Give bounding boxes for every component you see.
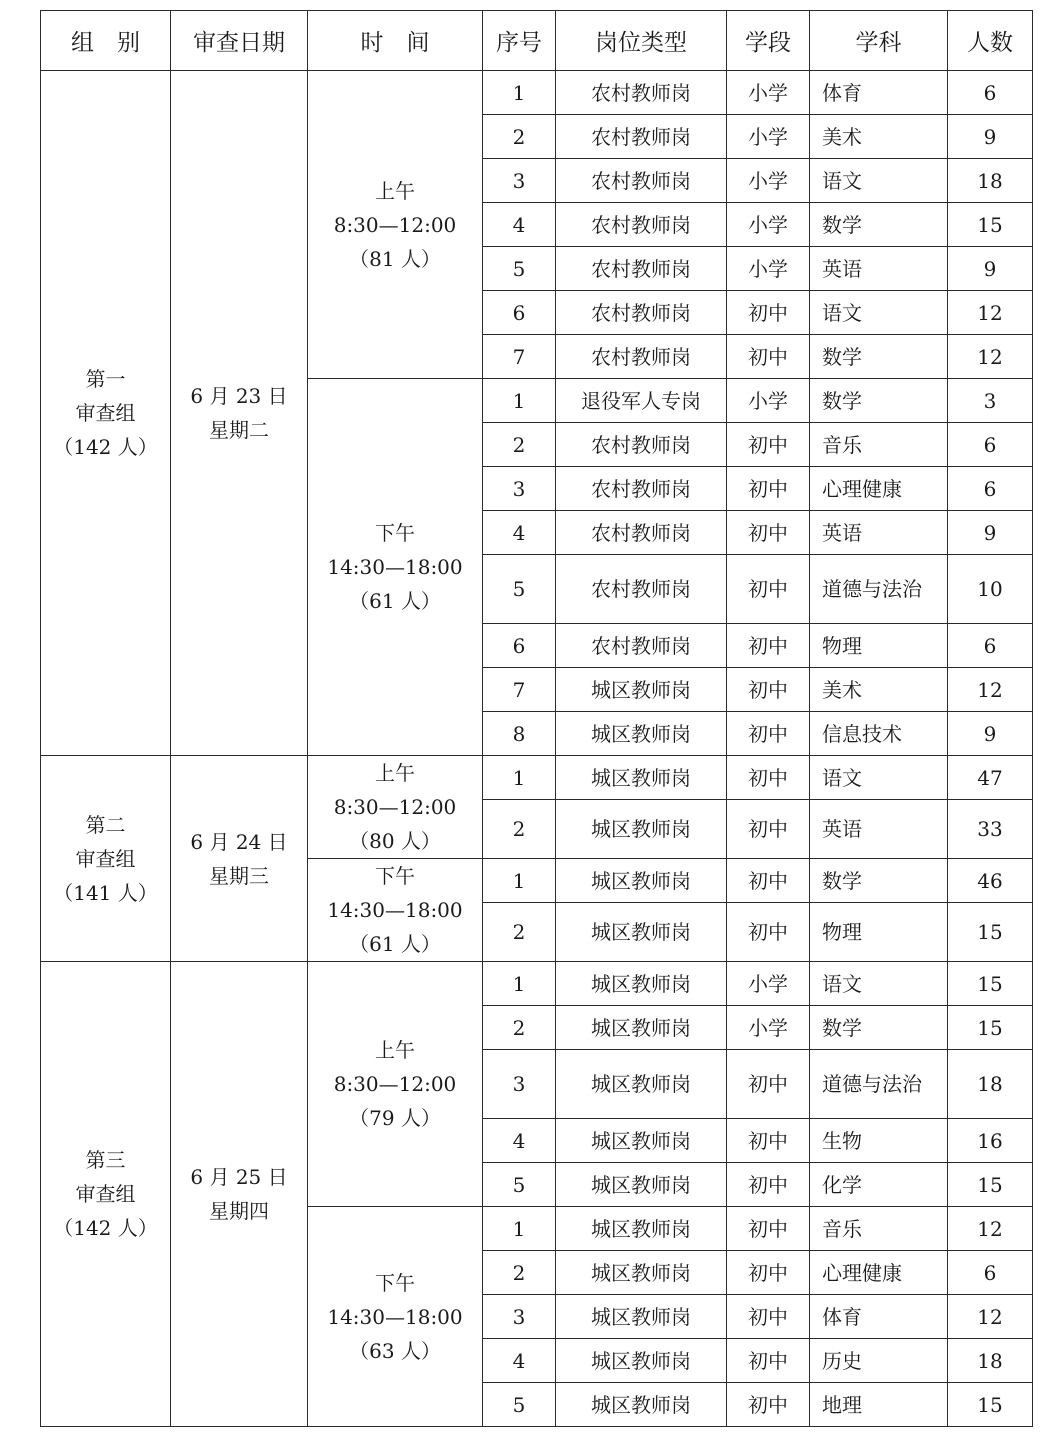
group-name-line: （142 人） xyxy=(53,435,158,459)
post-type-cell: 农村教师岗 xyxy=(556,247,727,291)
level-cell: 小学 xyxy=(727,203,810,247)
table-row xyxy=(41,756,1033,800)
session-time-line: 8:30—12:00 xyxy=(333,795,457,819)
session-time-line: 14:30—18:00 xyxy=(327,1304,463,1329)
level-cell: 小学 xyxy=(727,379,810,423)
subject-cell: 语文 xyxy=(810,756,948,800)
post-type-cell: 城区教师岗 xyxy=(556,1163,727,1207)
group-name xyxy=(41,756,171,962)
count-cell: 18 xyxy=(948,159,1033,203)
seq-cell: 2 xyxy=(483,423,556,467)
session-time xyxy=(308,379,483,756)
seq-cell: 1 xyxy=(483,379,556,423)
count-cell: 9 xyxy=(948,115,1033,159)
session-time xyxy=(308,859,483,962)
post-type-cell: 城区教师岗 xyxy=(556,756,727,800)
level-cell: 初中 xyxy=(727,1383,810,1427)
count-cell: 15 xyxy=(948,962,1033,1006)
session-time-line: 下午 xyxy=(375,864,415,888)
group-name-line: 第二 xyxy=(85,812,126,837)
seq-cell: 3 xyxy=(483,1050,556,1119)
level-cell: 初中 xyxy=(727,1050,810,1119)
session-time-line: 8:30—12:00 xyxy=(333,1072,457,1096)
subject-cell: 心理健康 xyxy=(810,1251,948,1295)
session-time-line: （81 人） xyxy=(349,246,441,271)
post-type-cell: 农村教师岗 xyxy=(556,511,727,555)
session-time xyxy=(308,1207,483,1427)
count-cell: 15 xyxy=(948,203,1033,247)
count-cell: 9 xyxy=(948,247,1033,291)
post-type-cell: 农村教师岗 xyxy=(556,624,727,668)
header-level: 学段 xyxy=(727,11,810,71)
count-cell: 6 xyxy=(948,71,1033,115)
table-row xyxy=(41,71,1033,115)
level-cell: 初中 xyxy=(727,903,810,962)
level-cell: 初中 xyxy=(727,712,810,756)
seq-cell: 1 xyxy=(483,756,556,800)
post-type-cell: 农村教师岗 xyxy=(556,203,727,247)
session-time-line: 14:30—18:00 xyxy=(327,555,463,579)
level-cell: 初中 xyxy=(727,859,810,903)
level-cell: 小学 xyxy=(727,1006,810,1050)
seq-cell: 1 xyxy=(483,859,556,903)
level-cell: 初中 xyxy=(727,1207,810,1251)
level-cell: 小学 xyxy=(727,159,810,203)
count-cell: 12 xyxy=(948,291,1033,335)
subject-cell: 物理 xyxy=(810,903,948,962)
review-date xyxy=(171,71,308,756)
subject-cell: 英语 xyxy=(810,511,948,555)
level-cell: 初中 xyxy=(727,423,810,467)
subject-cell: 历史 xyxy=(810,1339,948,1383)
subject-cell: 美术 xyxy=(810,668,948,712)
seq-cell: 7 xyxy=(483,335,556,379)
seq-cell: 1 xyxy=(483,71,556,115)
session-time-line: （61 人） xyxy=(349,589,441,613)
subject-cell: 数学 xyxy=(810,1006,948,1050)
count-cell: 9 xyxy=(948,712,1033,756)
level-cell: 初中 xyxy=(727,467,810,511)
post-type-cell: 农村教师岗 xyxy=(556,467,727,511)
review-schedule-table xyxy=(40,10,1033,1427)
seq-cell: 4 xyxy=(483,203,556,247)
post-type-cell: 农村教师岗 xyxy=(556,71,727,115)
subject-cell: 语文 xyxy=(810,159,948,203)
post-type-cell: 农村教师岗 xyxy=(556,159,727,203)
count-cell: 15 xyxy=(948,903,1033,962)
session-time-line: 下午 xyxy=(375,1270,415,1295)
subject-cell: 体育 xyxy=(810,1295,948,1339)
header-count: 人数 xyxy=(948,11,1033,71)
subject-cell: 信息技术 xyxy=(810,712,948,756)
subject-cell: 生物 xyxy=(810,1119,948,1163)
seq-cell: 3 xyxy=(483,467,556,511)
level-cell: 初中 xyxy=(727,555,810,624)
session-time xyxy=(308,71,483,379)
post-type-cell: 城区教师岗 xyxy=(556,1251,727,1295)
post-type-cell: 城区教师岗 xyxy=(556,1050,727,1119)
group-name-line: 第三 xyxy=(85,1148,126,1172)
seq-cell: 2 xyxy=(483,115,556,159)
header-row xyxy=(41,11,1033,71)
post-type-cell: 退役军人专岗 xyxy=(556,379,727,423)
count-cell: 6 xyxy=(948,624,1033,668)
count-cell: 6 xyxy=(948,1251,1033,1295)
seq-cell: 2 xyxy=(483,1251,556,1295)
subject-cell: 道德与法治 xyxy=(810,1050,948,1119)
subject-cell: 数学 xyxy=(810,859,948,903)
subject-cell: 英语 xyxy=(810,800,948,859)
post-type-cell: 城区教师岗 xyxy=(556,1119,727,1163)
level-cell: 小学 xyxy=(727,247,810,291)
count-cell: 15 xyxy=(948,1383,1033,1427)
count-cell: 46 xyxy=(948,859,1033,903)
session-time-line: （79 人） xyxy=(349,1106,441,1130)
post-type-cell: 城区教师岗 xyxy=(556,712,727,756)
subject-cell: 数学 xyxy=(810,203,948,247)
seq-cell: 6 xyxy=(483,624,556,668)
group-name-line: 审查组 xyxy=(75,401,136,425)
count-cell: 10 xyxy=(948,555,1033,624)
level-cell: 初中 xyxy=(727,1119,810,1163)
session-time-line: 上午 xyxy=(375,761,415,785)
count-cell: 6 xyxy=(948,423,1033,467)
review-date xyxy=(171,962,308,1427)
subject-cell: 语文 xyxy=(810,291,948,335)
seq-cell: 7 xyxy=(483,668,556,712)
session-time xyxy=(308,962,483,1207)
review-date-line: 6 月 25 日 xyxy=(190,1165,288,1189)
subject-cell: 英语 xyxy=(810,247,948,291)
seq-cell: 1 xyxy=(483,962,556,1006)
count-cell: 47 xyxy=(948,756,1033,800)
count-cell: 18 xyxy=(948,1050,1033,1119)
seq-cell: 4 xyxy=(483,1119,556,1163)
seq-cell: 1 xyxy=(483,1207,556,1251)
group-name-line: （141 人） xyxy=(53,880,158,905)
subject-cell: 数学 xyxy=(810,379,948,423)
session-time-line: 14:30—18:00 xyxy=(327,898,463,922)
level-cell: 初中 xyxy=(727,800,810,859)
review-date-line: 6 月 24 日 xyxy=(190,829,288,854)
seq-cell: 4 xyxy=(483,1339,556,1383)
seq-cell: 5 xyxy=(483,555,556,624)
post-type-cell: 城区教师岗 xyxy=(556,903,727,962)
level-cell: 初中 xyxy=(727,1251,810,1295)
level-cell: 初中 xyxy=(727,668,810,712)
header-time: 时 间 xyxy=(308,11,483,71)
post-type-cell: 城区教师岗 xyxy=(556,859,727,903)
level-cell: 初中 xyxy=(727,291,810,335)
session-time-line: （63 人） xyxy=(349,1338,441,1363)
level-cell: 初中 xyxy=(727,1339,810,1383)
post-type-cell: 城区教师岗 xyxy=(556,1295,727,1339)
session-time-line: 上午 xyxy=(375,1038,415,1062)
subject-cell: 音乐 xyxy=(810,423,948,467)
seq-cell: 3 xyxy=(483,1295,556,1339)
group-name-line: 审查组 xyxy=(75,1182,136,1206)
group-name xyxy=(41,962,171,1427)
group-name-line: 第一 xyxy=(85,367,126,391)
review-date-line: 星期二 xyxy=(209,418,269,442)
post-type-cell: 城区教师岗 xyxy=(556,1383,727,1427)
post-type-cell: 农村教师岗 xyxy=(556,115,727,159)
level-cell: 初中 xyxy=(727,756,810,800)
table-row xyxy=(41,962,1033,1006)
post-type-cell: 农村教师岗 xyxy=(556,555,727,624)
session-time-line: （80 人） xyxy=(349,829,441,853)
session-time-line: 8:30—12:00 xyxy=(333,212,457,237)
session-time-line: （61 人） xyxy=(349,932,441,956)
seq-cell: 3 xyxy=(483,159,556,203)
seq-cell: 2 xyxy=(483,903,556,962)
count-cell: 12 xyxy=(948,1207,1033,1251)
level-cell: 小学 xyxy=(727,71,810,115)
level-cell: 初中 xyxy=(727,511,810,555)
seq-cell: 8 xyxy=(483,712,556,756)
level-cell: 初中 xyxy=(727,624,810,668)
schedule-body xyxy=(41,71,1033,1427)
count-cell: 18 xyxy=(948,1339,1033,1383)
post-type-cell: 城区教师岗 xyxy=(556,668,727,712)
review-date-line: 星期四 xyxy=(209,1199,269,1223)
review-date-line: 6 月 23 日 xyxy=(190,384,288,408)
post-type-cell: 城区教师岗 xyxy=(556,1006,727,1050)
count-cell: 3 xyxy=(948,379,1033,423)
post-type-cell: 农村教师岗 xyxy=(556,423,727,467)
subject-cell: 体育 xyxy=(810,71,948,115)
post-type-cell: 城区教师岗 xyxy=(556,962,727,1006)
level-cell: 初中 xyxy=(727,1295,810,1339)
count-cell: 15 xyxy=(948,1163,1033,1207)
seq-cell: 6 xyxy=(483,291,556,335)
subject-cell: 语文 xyxy=(810,962,948,1006)
post-type-cell: 城区教师岗 xyxy=(556,800,727,859)
count-cell: 33 xyxy=(948,800,1033,859)
subject-cell: 美术 xyxy=(810,115,948,159)
header-subject: 学科 xyxy=(810,11,948,71)
seq-cell: 2 xyxy=(483,1006,556,1050)
count-cell: 9 xyxy=(948,511,1033,555)
subject-cell: 地理 xyxy=(810,1383,948,1427)
count-cell: 6 xyxy=(948,467,1033,511)
post-type-cell: 农村教师岗 xyxy=(556,291,727,335)
post-type-cell: 城区教师岗 xyxy=(556,1339,727,1383)
subject-cell: 道德与法治 xyxy=(810,555,948,624)
subject-cell: 化学 xyxy=(810,1163,948,1207)
header-group: 组 别 xyxy=(41,11,171,71)
count-cell: 16 xyxy=(948,1119,1033,1163)
group-name-line: 审查组 xyxy=(75,846,136,871)
seq-cell: 5 xyxy=(483,1163,556,1207)
count-cell: 15 xyxy=(948,1006,1033,1050)
header-post-type: 岗位类型 xyxy=(556,11,727,71)
session-time-line: 上午 xyxy=(375,178,415,203)
count-cell: 12 xyxy=(948,335,1033,379)
review-date-line: 星期三 xyxy=(209,863,269,888)
seq-cell: 5 xyxy=(483,247,556,291)
seq-cell: 4 xyxy=(483,511,556,555)
post-type-cell: 农村教师岗 xyxy=(556,335,727,379)
subject-cell: 心理健康 xyxy=(810,467,948,511)
level-cell: 小学 xyxy=(727,115,810,159)
level-cell: 小学 xyxy=(727,962,810,1006)
level-cell: 初中 xyxy=(727,1163,810,1207)
level-cell: 初中 xyxy=(727,335,810,379)
count-cell: 12 xyxy=(948,1295,1033,1339)
session-time-line: 下午 xyxy=(375,521,415,545)
group-name-line: （142 人） xyxy=(53,1216,158,1240)
subject-cell: 音乐 xyxy=(810,1207,948,1251)
subject-cell: 数学 xyxy=(810,335,948,379)
seq-cell: 2 xyxy=(483,800,556,859)
header-seq: 序号 xyxy=(483,11,556,71)
seq-cell: 5 xyxy=(483,1383,556,1427)
subject-cell: 物理 xyxy=(810,624,948,668)
header-date: 审查日期 xyxy=(171,11,308,71)
review-date xyxy=(171,756,308,962)
session-time xyxy=(308,756,483,859)
group-name xyxy=(41,71,171,756)
count-cell: 12 xyxy=(948,668,1033,712)
post-type-cell: 城区教师岗 xyxy=(556,1207,727,1251)
